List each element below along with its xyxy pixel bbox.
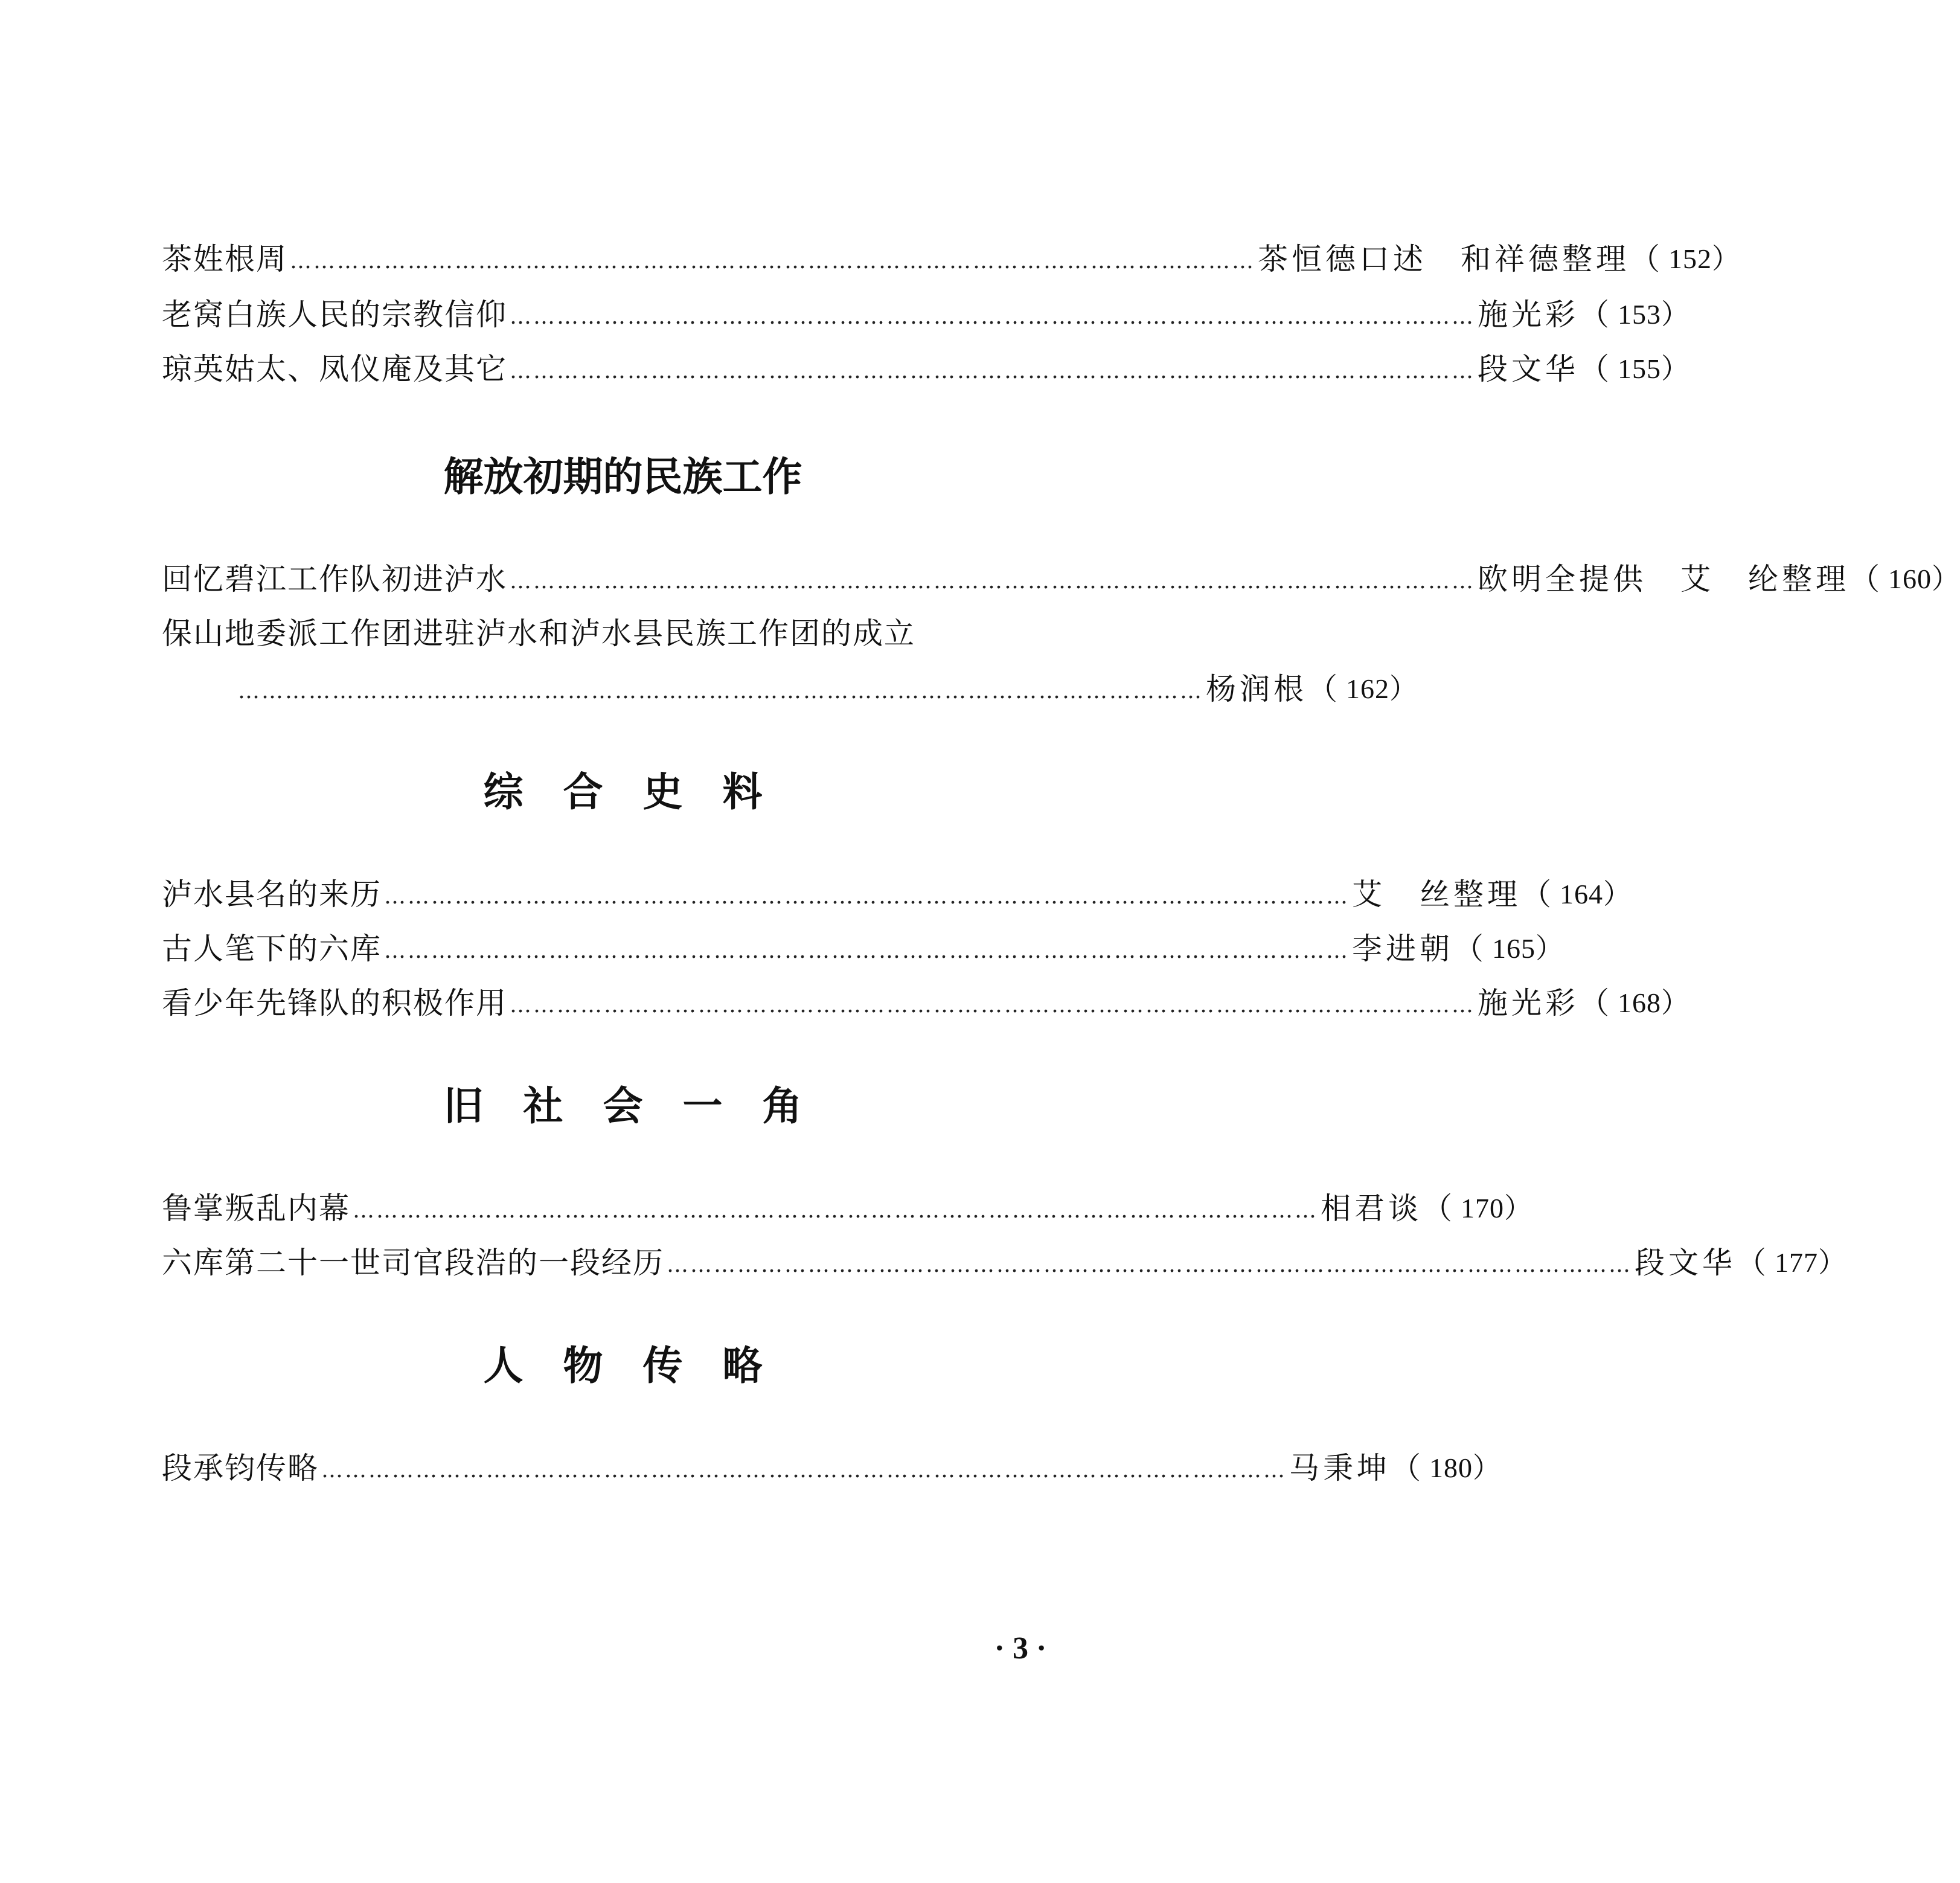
entry-title: 段承钧传略: [162, 1451, 319, 1486]
entry-author: 马秉坤（: [1289, 1451, 1424, 1486]
entry-author: 施光彩（: [1478, 986, 1613, 1021]
section-heading: 人 物 传 略: [483, 1342, 763, 1389]
toc-entry: [162, 919, 1564, 967]
leader-dots: ……………………………………………………………………………………………………………: [238, 679, 1203, 704]
entry-title: 老窝白族人民的宗教信仰: [162, 297, 507, 332]
entry-page: 160）: [1888, 563, 1960, 594]
page-number: · 3 ·: [994, 1631, 1047, 1666]
entry-title: 保山地委派工作团进驻泸水和泸水县民族工作团的成立: [162, 616, 915, 651]
entry-author: 段文华（: [1635, 1245, 1770, 1280]
entry-page: 153）: [1618, 299, 1689, 330]
entry-author: 相君谈（: [1321, 1191, 1456, 1226]
leader-dots: ……………………………………………………………………………………………………………: [290, 249, 1255, 274]
section-heading: 综 合 史 料: [483, 769, 763, 815]
leader-dots: ……………………………………………………………………………………………………………: [384, 938, 1350, 963]
entry-page: 155）: [1618, 353, 1689, 384]
entry-title: 茶姓根周: [162, 242, 287, 277]
entry-author: 艾 丝整理（: [1352, 877, 1555, 912]
toc-entry: [162, 1233, 1846, 1282]
entry-author: 欧明全提供 艾 纶整理（: [1478, 562, 1883, 597]
leader-dots: ……………………………………………………………………………………………………………: [384, 884, 1350, 909]
entry-author: 施光彩（: [1478, 297, 1613, 332]
toc-entry: [162, 550, 1960, 598]
leader-dots: ……………………………………………………………………………………………………………: [510, 304, 1475, 329]
leader-dots: ……………………………………………………………………………………………………………: [510, 359, 1475, 383]
leader-dots: ……………………………………………………………………………………………………………: [353, 1198, 1318, 1223]
leader-dots: ……………………………………………………………………………………………………………: [321, 1458, 1287, 1483]
entry-title: 古人笔下的六库: [162, 931, 382, 966]
entry-title: 鲁掌叛乱内幕: [162, 1191, 350, 1226]
toc-entry: [162, 865, 1632, 913]
entry-author: 茶恒德口述 和祥德整理（: [1258, 242, 1664, 277]
entry-page: 165）: [1492, 933, 1564, 964]
entry-page: 177）: [1775, 1247, 1846, 1278]
leader-dots: ……………………………………………………………………………………………………………: [667, 1253, 1632, 1277]
entry-title: 琼英姑太、凤仪庵及其它: [162, 351, 507, 387]
leader-dots: ……………………………………………………………………………………………………………: [510, 993, 1475, 1018]
entry-author: 段文华（: [1478, 351, 1613, 387]
entry-page: 152）: [1668, 243, 1740, 274]
entry-page: 180）: [1429, 1452, 1501, 1483]
toc-entry: [162, 339, 1689, 388]
section-heading: 解放初期的民族工作: [443, 454, 802, 500]
entry-title: 看少年先锋队的积极作用: [162, 986, 507, 1021]
toc-entry: [162, 1179, 1532, 1227]
entry-title: 回忆碧江工作队初进泸水: [162, 562, 507, 597]
toc-entry: [162, 1439, 1501, 1487]
entry-author: 杨润根（: [1206, 672, 1341, 707]
entry-page: 170）: [1461, 1193, 1532, 1224]
toc-entry: [162, 974, 1689, 1022]
entry-page: 168）: [1618, 987, 1689, 1018]
toc-entry: [162, 229, 1740, 278]
toc-entry-continued: [235, 659, 1418, 708]
entry-page: 164）: [1560, 879, 1632, 909]
toc-entry: [162, 604, 1135, 652]
entry-title: 六库第二十一世司官段浩的一段经历: [162, 1245, 664, 1280]
entry-author: 李进朝（: [1352, 931, 1487, 966]
entry-title: 泸水县名的来历: [162, 877, 382, 912]
section-heading: 旧 社 会 一 角: [443, 1083, 802, 1129]
toc-entry: [162, 285, 1689, 333]
leader-dots: ……………………………………………………………………………………………………………: [510, 569, 1475, 594]
entry-page: 162）: [1346, 673, 1418, 704]
